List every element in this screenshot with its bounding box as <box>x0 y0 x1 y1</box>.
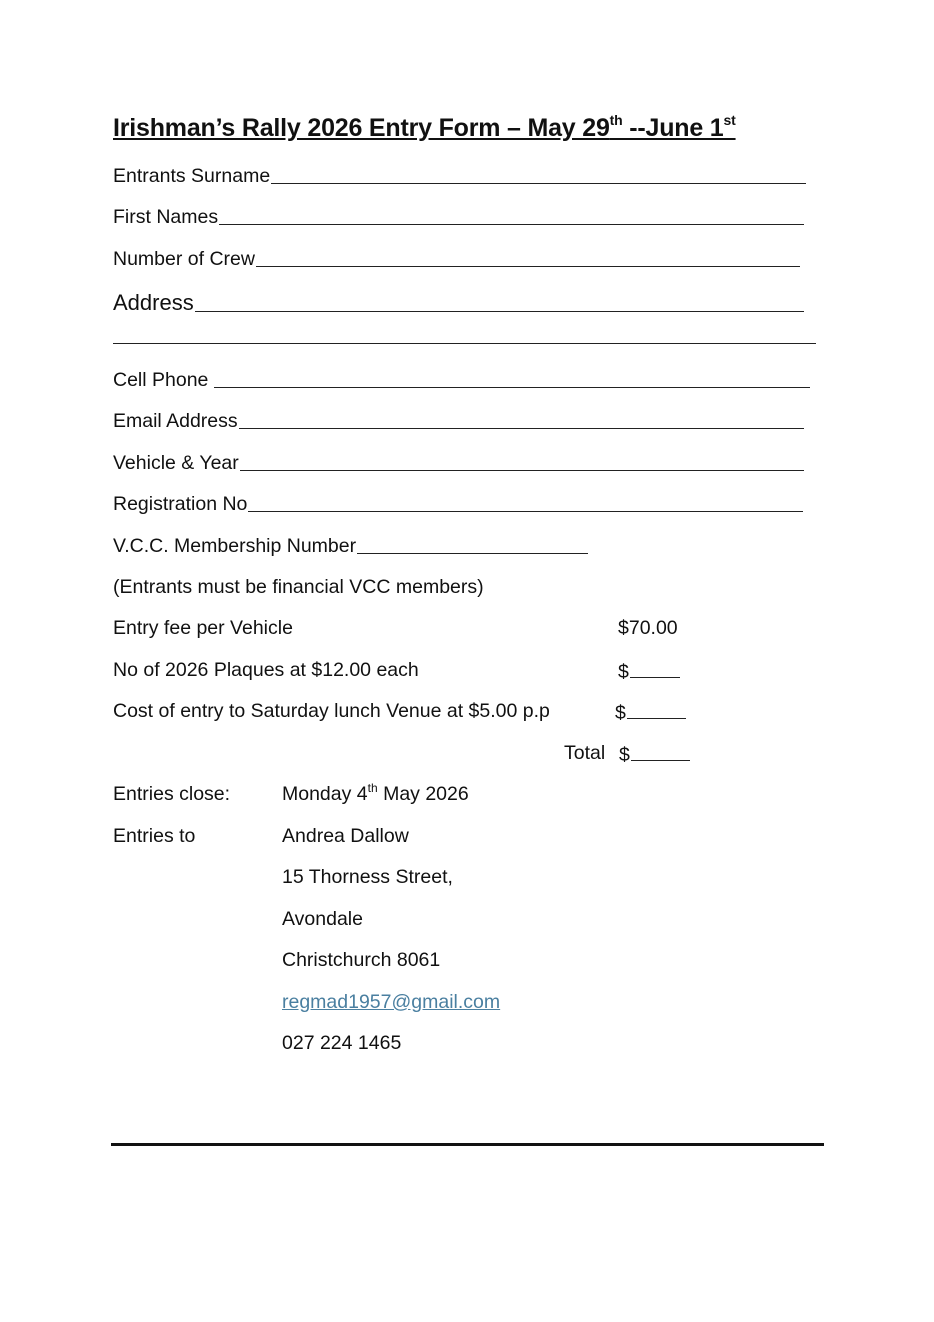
address-label: Address <box>113 290 194 315</box>
title-superscript-th: th <box>609 112 623 128</box>
address-field[interactable] <box>113 288 804 316</box>
bottom-divider <box>111 1143 824 1146</box>
email-blank[interactable] <box>239 428 804 429</box>
first-names-label: First Names <box>113 206 219 228</box>
vehicle-label: Vehicle & Year <box>113 452 239 474</box>
registration-label: Registration No <box>113 493 248 515</box>
first-names-blank[interactable] <box>219 224 804 225</box>
surname-label: Entrants Surname <box>113 165 271 187</box>
total-currency: $ <box>619 744 630 766</box>
form-title <box>113 114 736 143</box>
email-label: Email Address <box>113 410 238 432</box>
total-label: Total <box>564 742 606 764</box>
title-superscript-st: st <box>723 112 736 128</box>
address-blank-1[interactable] <box>195 311 804 312</box>
lunch-label: Cost of entry to Saturday lunch Venue at $5.00 p.p <box>113 700 550 722</box>
lunch-amount[interactable] <box>615 700 686 725</box>
close-day: Monday 4 <box>282 783 368 805</box>
vcc-number-label: V.C.C. Membership Number <box>113 535 357 557</box>
total-blank[interactable] <box>631 742 690 761</box>
address-blank-2[interactable] <box>113 343 816 344</box>
contact-name: Andrea Dallow <box>282 825 409 847</box>
contact-street: 15 Thorness Street, <box>282 866 453 888</box>
contact-suburb: Avondale <box>282 908 363 930</box>
contact-email-link[interactable]: regmad1957@gmail.com <box>282 991 501 1013</box>
registration-blank[interactable] <box>248 511 803 512</box>
title-text-end: --June 1 <box>622 114 724 142</box>
crew-field[interactable] <box>113 245 800 271</box>
vehicle-field[interactable] <box>113 449 804 475</box>
close-day-superscript: th <box>367 781 378 795</box>
surname-field[interactable] <box>113 162 806 188</box>
title-text: Irishman’s Rally 2026 Entry Form – May 29 <box>113 114 610 142</box>
plaques-currency: $ <box>618 661 629 683</box>
crew-label: Number of Crew <box>113 248 255 270</box>
vcc-number-blank[interactable] <box>357 553 588 554</box>
lunch-currency: $ <box>615 702 626 724</box>
entries-to-label: Entries to <box>113 825 196 847</box>
lunch-blank[interactable] <box>627 700 686 719</box>
cell-phone-blank[interactable] <box>214 387 810 388</box>
cell-phone-label: Cell Phone <box>113 369 209 391</box>
entries-close-label: Entries close: <box>113 783 231 805</box>
first-names-field[interactable] <box>113 203 804 229</box>
contact-phone: 027 224 1465 <box>282 1032 402 1054</box>
close-month-year: May 2026 <box>377 783 469 805</box>
entries-close-date <box>282 783 469 806</box>
plaques-label: No of 2026 Plaques at $12.00 each <box>113 659 419 681</box>
cell-phone-field[interactable] <box>113 366 810 392</box>
entry-fee-value: $70.00 <box>618 617 678 639</box>
vcc-number-field[interactable] <box>113 532 588 558</box>
plaques-amount[interactable] <box>618 659 680 684</box>
vehicle-blank[interactable] <box>240 470 804 471</box>
membership-note: (Entrants must be financial VCC members) <box>113 576 484 598</box>
entry-fee-label: Entry fee per Vehicle <box>113 617 293 639</box>
plaques-blank[interactable] <box>630 659 680 678</box>
address-line-2[interactable] <box>113 322 816 348</box>
surname-blank[interactable] <box>271 183 806 184</box>
total-amount[interactable] <box>619 742 690 767</box>
crew-blank[interactable] <box>256 266 800 267</box>
registration-field[interactable] <box>113 490 803 516</box>
email-field[interactable] <box>113 407 804 433</box>
contact-city: Christchurch 8061 <box>282 949 441 971</box>
